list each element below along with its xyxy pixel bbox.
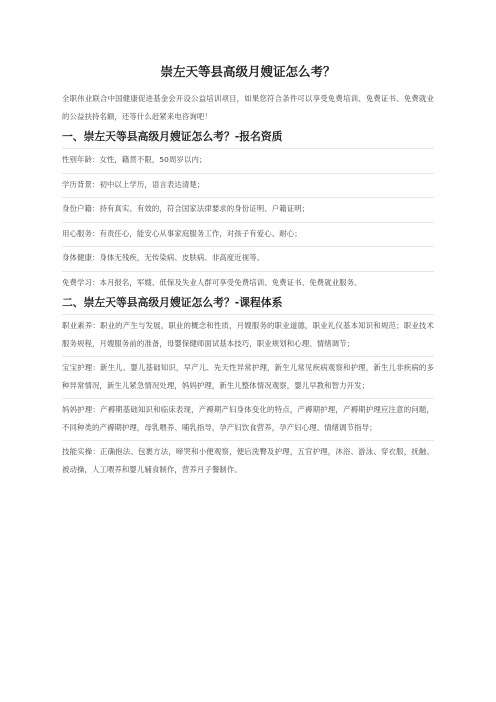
- section2-heading: 二、崇左天等县高级月嫂证怎么考？-课程体系: [62, 296, 283, 309]
- divider: [62, 356, 434, 357]
- section2-item-professionalism: 职业素养：职业的产生与发展，职业的概念和性质，月嫂服务的职业道德，职业礼仪基本知识和规范；职业技术服务规程，月嫂服务前的准备，母婴保健师面试基本技巧，职业规划和心理、情绪调节；: [62, 321, 434, 348]
- divider: [62, 440, 434, 441]
- section1-item-identity: 身份户籍：持有真实、有效的，符合国家法律要求的身份证明、户籍证明；: [62, 204, 310, 213]
- section2-item-skills: 技能实操：正确抱法、包裹方法，啼哭和小便观察，便后洗臀及护理，五官护理，沐浴、游泳、穿衣服，抚触、被动操，人工喂养和婴儿辅食制作，营养月子餐制作。: [62, 447, 434, 474]
- document-title: 崇左天等县高级月嫂证怎么考？: [160, 64, 336, 79]
- divider: [62, 271, 434, 272]
- section2-item-mother-care: 妈妈护理：产褥期基础知识和临床表现，产褥期产妇身体变化的特点，产褥期护理，产褥期护理应注意的问题，不同种类的产褥期护理，母乳喂养、哺乳指导，孕产妇饮食营养，孕产妇心理、情绪调节指导；: [62, 405, 434, 432]
- section2-item-baby-care: 宝宝护理：新生儿、婴儿基础知识，早产儿、先天性异常护理，新生儿常见疾病观察和护理，新生儿非疾病的多种异常情况，新生儿紧急情况处理，妈妈护理，新生儿整体情况观察，婴儿早教和智力开发；: [62, 363, 434, 390]
- divider: [62, 197, 434, 198]
- section1-item-education: 学历背景：初中以上学历，语言表达清楚；: [62, 179, 205, 189]
- divider: [62, 246, 434, 247]
- divider: [62, 398, 434, 399]
- section1-item-health: 身体健康：身体无残疾，无传染病、皮肤病、非高度近视等。: [62, 253, 265, 262]
- divider: [62, 173, 434, 174]
- section1-item-gender-age: 性别年龄：女性，籍贯不限，50周岁以内；: [62, 155, 207, 164]
- section1-item-service: 用心服务：有责任心，能安心从事家庭服务工作，对孩子有爱心、耐心；: [62, 228, 302, 238]
- section1-item-free-study: 免费学习：本月报名，军嫂、低保及失业人群可享受免费培训、免费证书、免费就业服务。: [62, 277, 362, 287]
- section2-divider: [62, 314, 434, 315]
- intro-paragraph: 全职伟业联合中国健康促进基金会开设公益培训项目，如果您符合条件可以享受免费培训、免费证书、免费就业的公益扶持名额，还等什么赶紧来电咨询吧！: [62, 94, 434, 121]
- divider: [62, 222, 434, 223]
- section1-divider: [62, 148, 434, 149]
- section1-heading: 一、崇左天等县高级月嫂证怎么考？-报名资质: [62, 130, 283, 143]
